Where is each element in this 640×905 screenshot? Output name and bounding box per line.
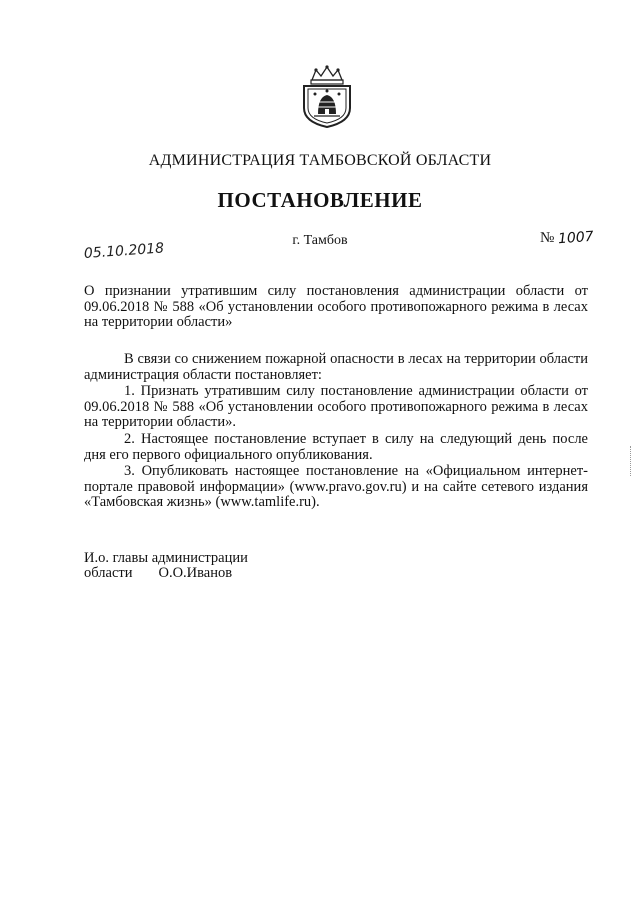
number-handwritten: 1007 bbox=[557, 228, 595, 248]
document-number bbox=[540, 230, 594, 247]
document-type-heading: ПОСТАНОВЛЕНИЕ bbox=[217, 188, 423, 212]
body-intro: В связи со снижением пожарной опасности в лесах на территории области администрация области постановляет: bbox=[84, 351, 588, 383]
scan-edge-mark bbox=[630, 446, 637, 476]
signatory-name: О.О.Иванов bbox=[158, 565, 233, 582]
signatory-position-line1: И.о. главы администрации bbox=[84, 550, 248, 566]
number-prefix: № bbox=[540, 230, 555, 246]
document-date-handwritten: 05.10.2018 bbox=[83, 240, 165, 262]
signatory-position-line2: области bbox=[84, 565, 133, 582]
body-item-1: 1. Признать утратившим силу постановление администрации области от 09.06.2018 № 588 «Об установлении особого противопожарного режима в лесах на территории области». bbox=[84, 383, 588, 431]
document-subject: О признании утратившим силу постановления администрации области от 09.06.2018 № 588 «Об установлении особого противопожарного режима в лесах на территории области» bbox=[84, 283, 588, 331]
body-item-3: 3. Опубликовать настоящее постановление на «Официальном интернет-портале правовой информации» (www.pravo.gov.ru) и на сайте сетевого издания «Тамбовская жизнь» (www.tamlife.ru). bbox=[84, 463, 588, 511]
coat-of-arms-icon bbox=[298, 64, 356, 130]
city-line: г. Тамбов bbox=[292, 233, 348, 248]
organization-title: АДМИНИСТРАЦИЯ ТАМБОВСКОЙ ОБЛАСТИ bbox=[148, 152, 492, 169]
body-item-2: 2. Настоящее постановление вступает в силу на следующий день после дня его первого официального опубликования. bbox=[84, 431, 588, 463]
signature-block bbox=[84, 551, 248, 582]
